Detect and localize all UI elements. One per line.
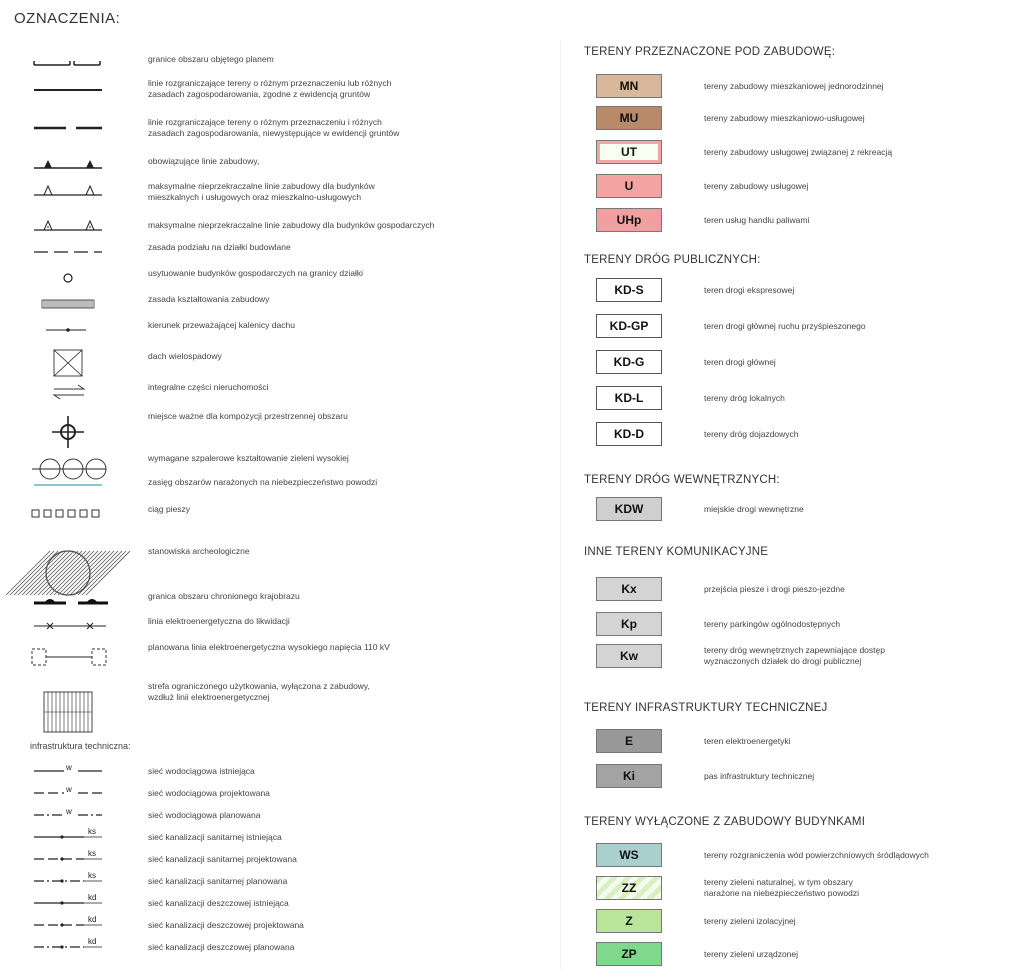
legend-label: linie rozgraniczające tereny o różnym przeznaczeniu i różnych zasadach zagospodarowania, niewystępujące w ewidencji gruntów: [148, 117, 400, 138]
infra-label: sieć kanalizacji sanitarnej istniejąca: [148, 832, 282, 842]
roof-ridge-symbol: [14, 317, 114, 343]
legend-label: strefa ograniczonego użytkowania, wyłączona z zabudowy, wzdłuż linii elektroenergetycznej: [148, 681, 370, 702]
infra-label: sieć kanalizacji sanitarnej planowana: [148, 876, 288, 886]
legend-label: usytuowanie budynków gospodarczych na granicy działki: [148, 268, 363, 278]
legend-label: integralne części nieruchomości: [148, 382, 269, 392]
zone-code-kd-g: KD-G: [596, 350, 662, 374]
zone-code-kd-s: KD-S: [596, 278, 662, 302]
integral-parts-symbol: [14, 379, 114, 405]
section-title: TERENY DRÓG PUBLICZNYCH:: [584, 254, 761, 266]
infra-line-symbol: [14, 871, 114, 885]
dashed-thick-line-symbol: [14, 115, 114, 141]
infra-code: w: [66, 785, 72, 794]
zone-label: teren usług handlu paliwami: [704, 215, 810, 225]
zone-code-kx: Kx: [596, 577, 662, 601]
infra-heading: infrastruktura techniczna:: [30, 741, 131, 751]
zone-code-kp: Kp: [596, 612, 662, 636]
legend-label: kierunek przeważającej kalenicy dachu: [148, 320, 295, 330]
infra-label: sieć kanalizacji sanitarnej projektowana: [148, 854, 297, 864]
legend-label: zasięg obszarów narażonych na niebezpieczeństwo powodzi: [148, 477, 378, 487]
legend-label: obowiązujące linie zabudowy,: [148, 156, 260, 166]
infra-code: w: [66, 763, 72, 772]
zone-label: tereny dróg wewnętrznych zapewniające dostęp wyznaczonych działek do drogi publicznej: [704, 645, 885, 666]
zone-code-ws: WS: [596, 843, 662, 867]
zone-label: przejścia piesze i drogi pieszo-jezdne: [704, 584, 845, 594]
infra-label: sieć wodociągowa planowana: [148, 810, 261, 820]
column-divider: [560, 40, 561, 970]
infra-code: kd: [88, 937, 97, 946]
section-title: TERENY DRÓG WEWNĘTRZNYCH:: [584, 474, 780, 486]
plan-boundary-symbol: [14, 52, 114, 78]
hatched-bar-symbol: [14, 291, 114, 317]
infra-label: sieć kanalizacji deszczowej istniejąca: [148, 898, 289, 908]
infra-line-symbol: [14, 761, 114, 775]
zone-code-ut: UT: [596, 140, 662, 164]
zone-label: pas infrastruktury technicznej: [704, 771, 815, 781]
zone-code-uhp: UHp: [596, 208, 662, 232]
zone-code-kd-gp: KD-GP: [596, 314, 662, 338]
section-title: INNE TERENY KOMUNIKACYJNE: [584, 546, 769, 558]
infra-label: sieć kanalizacji deszczowej planowana: [148, 942, 295, 952]
zone-label: teren drogi głównej ruchu przyśpieszonego: [704, 321, 866, 331]
zone-code-e: E: [596, 729, 662, 753]
zone-code-ki: Ki: [596, 764, 662, 788]
zone-label: tereny rozgraniczenia wód powierzchniowych śródlądowych: [704, 850, 929, 860]
protected-landscape-symbol: [14, 588, 114, 614]
infra-label: sieć kanalizacji deszczowej projektowana: [148, 920, 304, 930]
zone-label: tereny zieleni urządzonej: [704, 949, 799, 959]
zone-label: tereny zabudowy mieszkaniowej jednorodzinnej: [704, 81, 884, 91]
section-title: TERENY INFRASTRUKTURY TECHNICZNEJ: [584, 702, 828, 714]
legend-label: zasada kształtowania zabudowy: [148, 294, 270, 304]
infra-line-symbol: [14, 827, 114, 841]
zone-label: teren elektroenergetyki: [704, 736, 791, 746]
legend-title: OZNACZENIA:: [14, 10, 121, 27]
zone-label: tereny zabudowy usługowej związanej z rekreacją: [704, 147, 893, 157]
zone-code-mu: MU: [596, 106, 662, 130]
zone-code-mn: MN: [596, 74, 662, 98]
zone-code-kd-d: KD-D: [596, 422, 662, 446]
restricted-zone-symbol: [14, 685, 114, 739]
zone-label: teren drogi głównej: [704, 357, 776, 367]
zone-code-zz: ZZ: [596, 876, 662, 900]
zone-code-zp: ZP: [596, 942, 662, 966]
infra-code: ks: [88, 849, 96, 858]
infra-line-symbol: [14, 915, 114, 929]
legend-label: granica obszaru chronionego krajobrazu: [148, 591, 300, 601]
legend-label: dach wielospadowy: [148, 351, 222, 361]
power-line-planned-symbol: [14, 641, 114, 673]
legend-label: zasada podziału na działki budowlane: [148, 242, 291, 252]
footpath-symbol: [14, 500, 114, 526]
legend-label: stanowiska archeologiczne: [148, 546, 250, 556]
zone-label: teren drogi ekspresowej: [704, 285, 795, 295]
zone-label: miejskie drogi wewnętrzne: [704, 504, 804, 514]
zone-label: tereny zieleni izolacyjnej: [704, 916, 796, 926]
zone-label: tereny dróg dojazdowych: [704, 429, 799, 439]
infra-line-symbol: [14, 893, 114, 907]
infra-line-symbol: [14, 937, 114, 951]
flood-line-symbol: [14, 474, 114, 496]
infra-code: ks: [88, 827, 96, 836]
legend-label: wymagane szpalerowe kształtowanie zieleni wysokiej: [148, 453, 349, 463]
infra-code: ks: [88, 871, 96, 880]
section-title: TERENY WYŁĄCZONE Z ZABUDOWY BUDYNKAMI: [584, 816, 866, 828]
legend-label: ciąg pieszy: [148, 504, 191, 514]
mandatory-building-line-symbol: [14, 155, 114, 181]
zone-code-kdw: KDW: [596, 497, 662, 521]
infra-code: w: [66, 807, 72, 816]
zone-code-z: Z: [596, 909, 662, 933]
infra-line-symbol: [14, 805, 114, 819]
legend-label: miejsce ważne dla kompozycji przestrzennej obszaru: [148, 411, 348, 421]
hip-roof-symbol: [14, 343, 114, 383]
circle-symbol: [14, 265, 114, 291]
infra-code: kd: [88, 893, 97, 902]
infra-line-symbol: [14, 783, 114, 797]
infra-line-symbol: [14, 849, 114, 863]
legend-label: maksymalne nieprzekraczalne linie zabudowy dla budynków mieszkalnych i usługowych oraz mieszkalno-usługowych: [148, 181, 375, 202]
legend-label: maksymalne nieprzekraczalne linie zabudowy dla budynków gospodarczych: [148, 220, 435, 230]
zone-label: tereny dróg lokalnych: [704, 393, 785, 403]
max-building-line-symbol: [14, 182, 114, 208]
crosshair-symbol: [14, 409, 114, 455]
section-title: TERENY PRZEZNACZONE POD ZABUDOWĘ:: [584, 46, 836, 58]
zone-label: tereny zabudowy mieszkaniowo-usługowej: [704, 113, 865, 123]
infra-label: sieć wodociągowa istniejąca: [148, 766, 255, 776]
legend-label: linia elektroenergetyczna do likwidacji: [148, 616, 290, 626]
zone-label: tereny parkingów ogólnodostępnych: [704, 619, 841, 629]
zone-code-kd-l: KD-L: [596, 386, 662, 410]
zone-label: tereny zieleni naturalnej, w tym obszary narażone na niebezpieczeństwo powodzi: [704, 877, 859, 898]
infra-label: sieć wodociągowa projektowana: [148, 788, 270, 798]
infra-code: kd: [88, 915, 97, 924]
legend-label: granice obszaru objętego planem: [148, 54, 274, 64]
solid-line-symbol: [14, 77, 114, 103]
legend-label: linie rozgraniczające tereny o różnym przeznaczeniu lub różnych zasadach zagospodarowania, zgodne z ewidencją gruntów: [148, 78, 392, 99]
zone-code-u: U: [596, 174, 662, 198]
plot-division-symbol: [14, 239, 114, 265]
legend-label: planowana linia elektroenergetyczna wysokiego napięcia 110 kV: [148, 642, 390, 652]
zone-code-kw: Kw: [596, 644, 662, 668]
power-line-remove-symbol: [14, 613, 114, 639]
zone-label: tereny zabudowy usługowej: [704, 181, 809, 191]
